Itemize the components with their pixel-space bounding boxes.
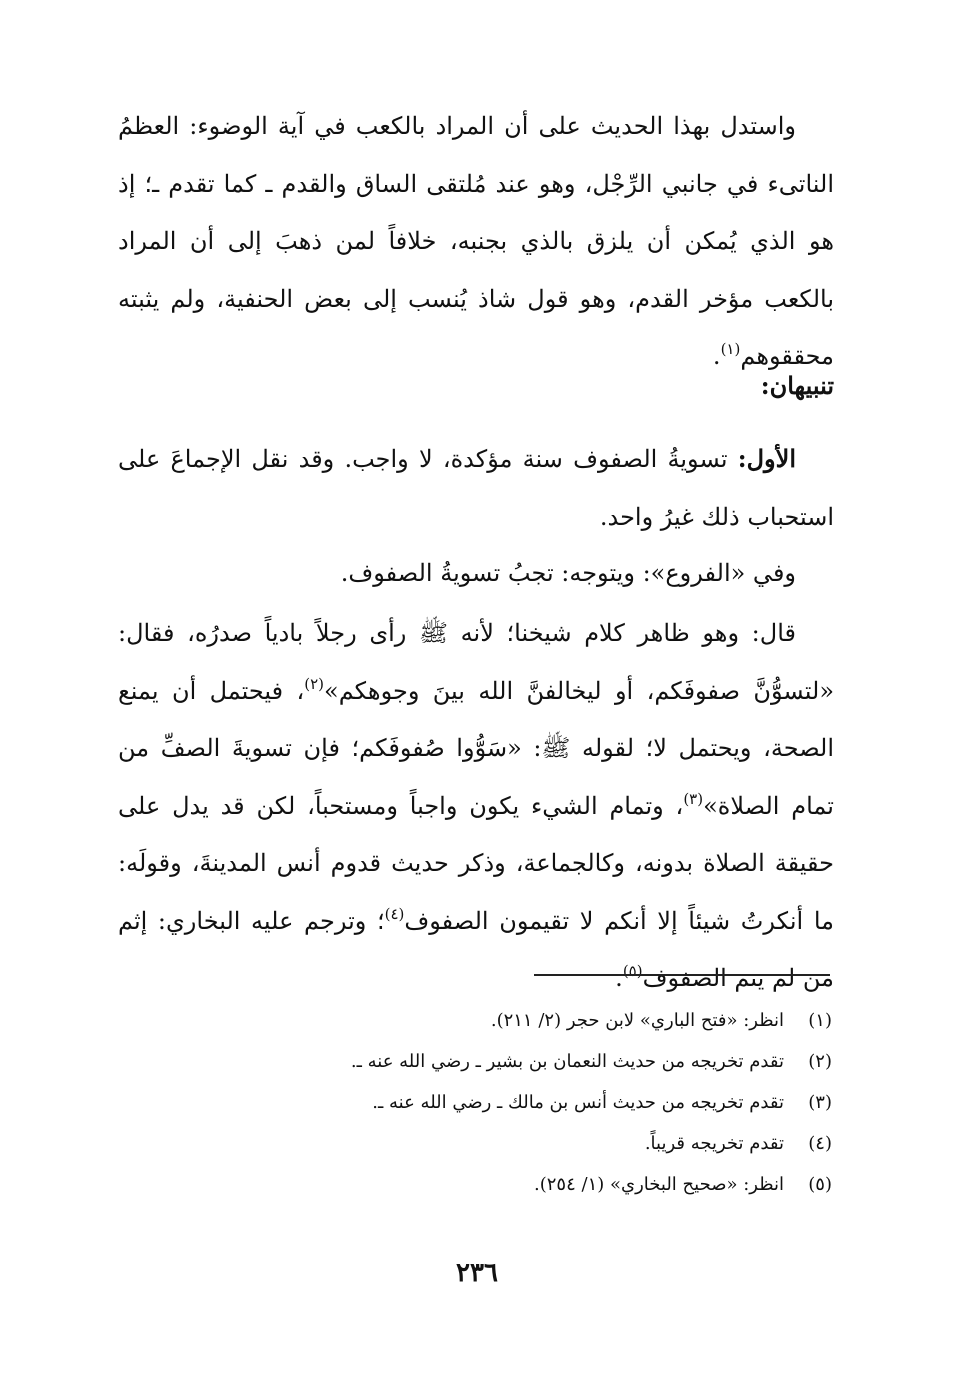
footnote-item [118,1164,832,1205]
footnote-ref-4: (٤) [384,904,405,923]
footnote-item [118,1000,832,1041]
footnotes-list [118,1000,832,1205]
paragraph-text: ؛ وترجم عليه البخاري: إثم من لم يتم الصفوف [118,906,834,992]
paragraph-first-note [118,430,834,546]
footnote-ref-5: (٥) [622,962,643,980]
first-note-lead: الأول: [737,444,796,473]
paragraph-text: ، وتمام الشيء يكون واجباً ومستحباً، لكن قد يدل على حقيقة الصلاة بدونه، وكالجماعة، وذكر حديث قدوم أنس المدينةَ، وقولَه: ما أنكرتُ شيئاً إلا أنكم لا تقيمون الصفوف [118,791,835,935]
footnote-divider [534,974,830,976]
paragraph-text: وفي «الفروع»: ويتوجه: تجبُ تسويةُ الصفوف. [340,559,796,587]
footnote-number: (٤) [808,1133,832,1154]
paragraph-text: تسويةُ الصفوف سنة مؤكدة، لا واجب. وقد نقل الإجماعَ على استحباب ذلك غيرُ واحد. [118,445,834,531]
paragraph-furu [118,545,834,603]
paragraph-text: ، فيحتمل أن يمنع الصحة، ويحتمل لا؛ لقوله ﷺ: «سَوُّوا صُفوفَكم؛ فإن تسويةَ الصفِّ من تمام الصلاة» [118,676,834,820]
paragraph-end: . [712,342,721,370]
footnote-item [118,1082,832,1123]
footnote-number: (٥) [808,1174,832,1195]
footnote-text: انظر: «صحيح البخاري» (١/ ٢٥٤). [534,1174,784,1195]
footnote-text: انظر: «فتح الباري» لابن حجر (٢/ ٢١١). [490,1010,784,1031]
footnote-ref-2: (٢) [304,674,325,693]
footnote-item [118,1041,832,1082]
paragraph-text: واستدل بهذا الحديث على أن المراد بالكعب في آية الوضوء: العظمُ الناتىء في جانبي الرِّجْل، وهو عند مُلتقى الساق والقدم ـ كما تقدم ـ؛ إذ هو الذي يُمكن أن يلزق بالذي بجنبه، خلافاً لمن ذهبَ إلى أن المراد بالكعب مؤخر القدم، وهو قول شاذ يُنسب إلى بعض الحنفية، ولم يثبته محققوهم [118,112,834,370]
footnote-number: (٣) [808,1092,832,1113]
paragraph-discussion [118,605,834,1008]
footnote-item [118,1123,832,1164]
footnote-text: تقدم تخريجه من حديث النعمان بن بشير ـ رضي الله عنه ـ. [350,1051,784,1072]
page-number: ٢٣٦ [456,1258,498,1288]
footnote-text: تقدم تخريجه من حديث أنس بن مالك ـ رضي الله عنه ـ. [372,1092,784,1113]
paragraph-end: . [615,964,623,992]
footnote-number: (٢) [808,1051,832,1072]
paragraph-ankle-definition [118,98,834,386]
footnote-ref-3: (٣) [683,789,704,808]
footnote-number: (١) [808,1010,832,1031]
footnote-text: تقدم تخريجه قريباً. [644,1133,784,1154]
section-heading: تنبيهان: [760,371,834,400]
footnote-ref-1: (١) [720,340,741,358]
paragraph-text: قال: وهو ظاهر كلام شيخنا؛ لأنه ﷺ رأى رجلاً بادياً صدرُه، فقال: «لتسوُّنَّ صفوفَكم، أو ليخالفنَّ الله بينَ وجوهكم» [118,619,834,705]
